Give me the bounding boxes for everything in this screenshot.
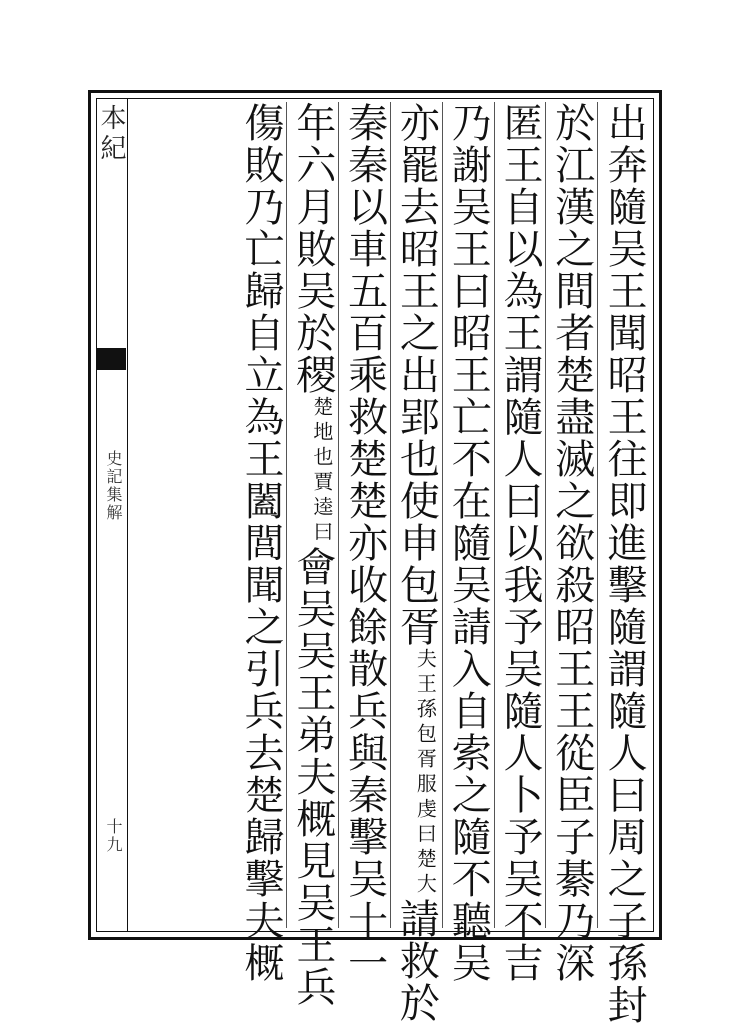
text-column [391, 102, 443, 1024]
main-text: 請救於 [393, 898, 440, 1024]
column-text [289, 102, 336, 1008]
main-text: 亦罷去昭王之出郢也使申包胥 [393, 102, 440, 648]
main-text: 傷敗乃亡歸自立為王闔閭聞之引兵去楚歸擊夫概 [238, 102, 285, 984]
commentary-note [414, 648, 436, 898]
main-text: 年六月敗吴於稷 [289, 102, 336, 396]
text-column [236, 102, 288, 984]
text-column [339, 102, 391, 984]
document-page [88, 90, 662, 1026]
commentary-line: 夫王孫包胥 [413, 648, 438, 773]
text-column [443, 102, 495, 984]
margin-top-text: 本紀 [96, 104, 126, 164]
main-text: 出奔隨吴王聞昭王往即進擊隨謂隨人曰周之子孫封 [601, 102, 648, 1026]
text-column [287, 102, 339, 1008]
main-text: 秦秦以車五百乘救楚楚亦收餘散兵與秦擊吴十一 [341, 102, 388, 984]
main-text: 會吴吴王弟夫概見吴王兵 [289, 546, 336, 1008]
text-columns [132, 102, 650, 1026]
column-text [497, 102, 543, 984]
main-text: 乃謝吴王曰昭王亡不在隨吴請入自索之隨不聽吴 [445, 102, 492, 984]
text-column [495, 102, 547, 984]
text-column [546, 102, 598, 984]
main-text: 於江漢之間者楚盡滅之欲殺昭王王從臣子綦乃深 [548, 102, 595, 984]
column-text [601, 102, 648, 1026]
margin-title: 史記集解 [104, 450, 123, 522]
main-text: 匿王自以為王謂隨人曰以我予吴隨人卜予吴不吉 [497, 102, 543, 984]
column-text [445, 102, 492, 984]
column-text [238, 102, 285, 984]
folio-number: 十九 [104, 818, 123, 854]
commentary-line: 賈逵曰 [309, 471, 334, 546]
column-text [548, 102, 595, 984]
column-text [393, 102, 440, 1024]
margin-strip [96, 98, 128, 932]
commentary-line: 服虔曰楚大 [413, 773, 438, 898]
commentary-note [311, 396, 333, 546]
commentary-line: 楚地也 [309, 396, 334, 471]
fish-tail-mark [96, 348, 126, 370]
column-text [341, 102, 388, 984]
text-column [598, 102, 650, 1026]
